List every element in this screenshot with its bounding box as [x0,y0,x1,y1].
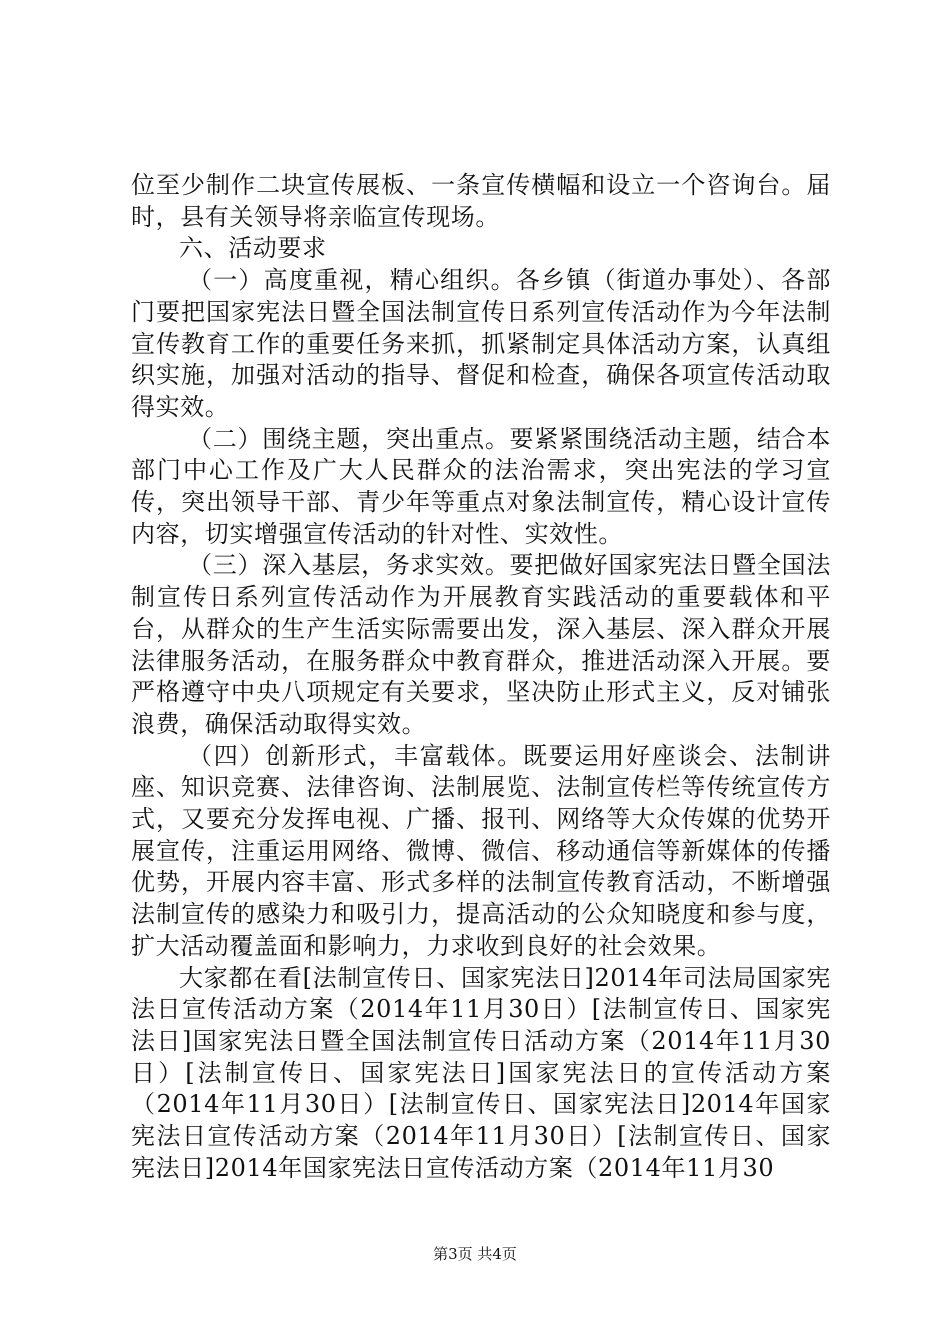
body-text [131,170,831,1185]
paragraph-continuation: 位至少制作二块宣传展板、一条宣传横幅和设立一个咨询台。届时，县有关领导将亲临宣传现场。 [131,171,831,231]
paragraph-requirement-2: （二）围绕主题，突出重点。要紧紧围绕活动主题，结合本部门中心工作及广大人民群众的法治需求，突出宪法的学习宣传，突出领导干部、青少年等重点对象法制宣传，精心设计宣传内容，切实增强宣传活动的针对性、实效性。 [131,424,831,548]
paragraph-requirement-1: （一）高度重视，精心组织。各乡镇（街道办事处）、各部门要把国家宪法日暨全国法制宣传日系列宣传活动作为今年法制宣传教育工作的重要任务来抓，抓紧制定具体活动方案，认真组织实施，加强对活动的指导、督促和检查，确保各项宣传活动取得实效。 [131,266,831,421]
paragraph-requirement-3: （三）深入基层，务求实效。要把做好国家宪法日暨全国法制宣传日系列宣传活动作为开展教育实践活动的重要载体和平台，从群众的生产生活实际需要出发，深入基层、深入群众开展法律服务活动，在服务群众中教育群众，推进活动深入开展。要严格遵守中央八项规定有关要求，坚决防止形式主义，反对铺张浪费，确保活动取得实效。 [131,551,831,738]
section-heading: 六、活动要求 [179,234,327,263]
paragraph-related-reading: 大家都在看[法制宣传日、国家宪法日]2014年司法局国家宪法日宣传活动方案（2014年11月30日）[法制宣传日、国家宪法日]国家宪法日暨全国法制宣传日活动方案（2014年11月30日）[法制宣传日、国家宪法日]国家宪法日的宣传活动方案（2014年11月30日）[法制宣传日、国家宪法日]2014年国家宪法日宣传活动方案（2014年11月30日）[法制宣传日、国家宪法日]2014年国家宪法日宣传活动方案（2014年11月30 [131,963,831,1182]
paragraph-requirement-4: （四）创新形式，丰富载体。既要运用好座谈会、法制讲座、知识竞赛、法律咨询、法制展览、法制宣传栏等传统宣传方式，又要充分发挥电视、广播、报刊、网络等大众传媒的优势开展宣传，注重运用网络、微博、微信、移动通信等新媒体的传播优势，开展内容丰富、形式多样的法制宣传教育活动，不断增强法制宣传的感染力和吸引力，提高活动的公众知晓度和参与度，扩大活动覆盖面和影响力，力求收到良好的社会效果。 [131,741,831,960]
page-number-footer: 第3页 共4页 [433,1245,517,1263]
